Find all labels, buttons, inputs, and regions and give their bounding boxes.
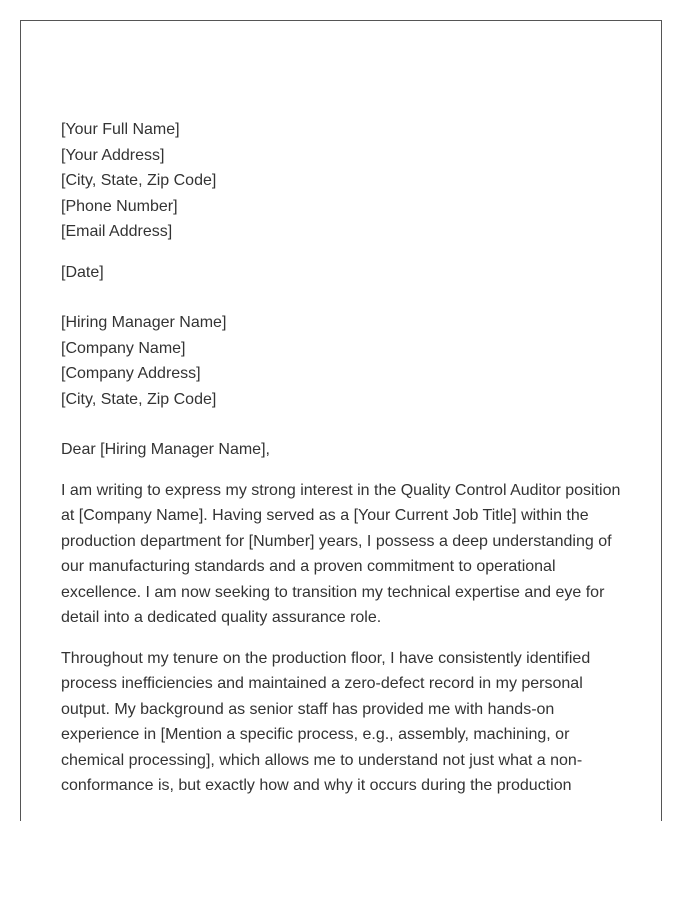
paragraph-line: at [Company Name]. Having served as a [Your Current Job Title] within the bbox=[61, 507, 589, 524]
paragraph-line: experience in [Mention a specific process, e.g., assembly, machining, or bbox=[61, 726, 570, 743]
paragraph-line: process inefficiencies and maintained a zero-defect record in my personal bbox=[61, 675, 583, 692]
letter-content bbox=[61, 117, 631, 799]
paragraph-line: our manufacturing standards and a proven commitment to operational bbox=[61, 558, 556, 575]
sender-address: [Your Address] bbox=[61, 146, 165, 164]
recipient-address-block bbox=[61, 310, 631, 412]
sender-full-name: [Your Full Name] bbox=[61, 121, 180, 138]
sender-address-block bbox=[61, 117, 631, 245]
date-block bbox=[61, 260, 631, 286]
recipient-company-address: [Company Address] bbox=[61, 365, 201, 382]
paragraph-line: chemical processing], which allows me to understand not just what a non- bbox=[61, 751, 583, 769]
paragraph-line: excellence. I am now seeking to transition my technical expertise and eye for bbox=[61, 583, 605, 601]
paragraph-line: detail into a dedicated quality assurance role. bbox=[61, 609, 382, 626]
paragraph-line: conformance is, but exactly how and why it occurs during the production bbox=[61, 777, 572, 794]
letter-page bbox=[20, 20, 662, 821]
paragraph-line: output. My background as senior staff has provided me with hands-on bbox=[61, 700, 555, 718]
body-paragraph-2 bbox=[61, 646, 631, 799]
recipient-company-name: [Company Name] bbox=[61, 339, 186, 357]
paragraph-line: I am writing to express my strong interest in the Quality Control Auditor position bbox=[61, 481, 621, 499]
sender-phone: [Phone Number] bbox=[61, 197, 178, 215]
salutation-text: Dear [Hiring Manager Name], bbox=[61, 441, 270, 458]
sender-email: [Email Address] bbox=[61, 223, 173, 240]
paragraph-line: Throughout my tenure on the production floor, I have consistently identified bbox=[61, 649, 591, 667]
recipient-manager-name: [Hiring Manager Name] bbox=[61, 314, 227, 331]
sender-city-state-zip: [City, State, Zip Code] bbox=[61, 172, 217, 189]
recipient-city-state-zip: [City, State, Zip Code] bbox=[61, 390, 217, 408]
paragraph-line: production department for [Number] years, I possess a deep understanding of bbox=[61, 532, 612, 550]
salutation bbox=[61, 437, 631, 463]
body-paragraph-1 bbox=[61, 478, 631, 631]
letter-date: [Date] bbox=[61, 263, 104, 281]
